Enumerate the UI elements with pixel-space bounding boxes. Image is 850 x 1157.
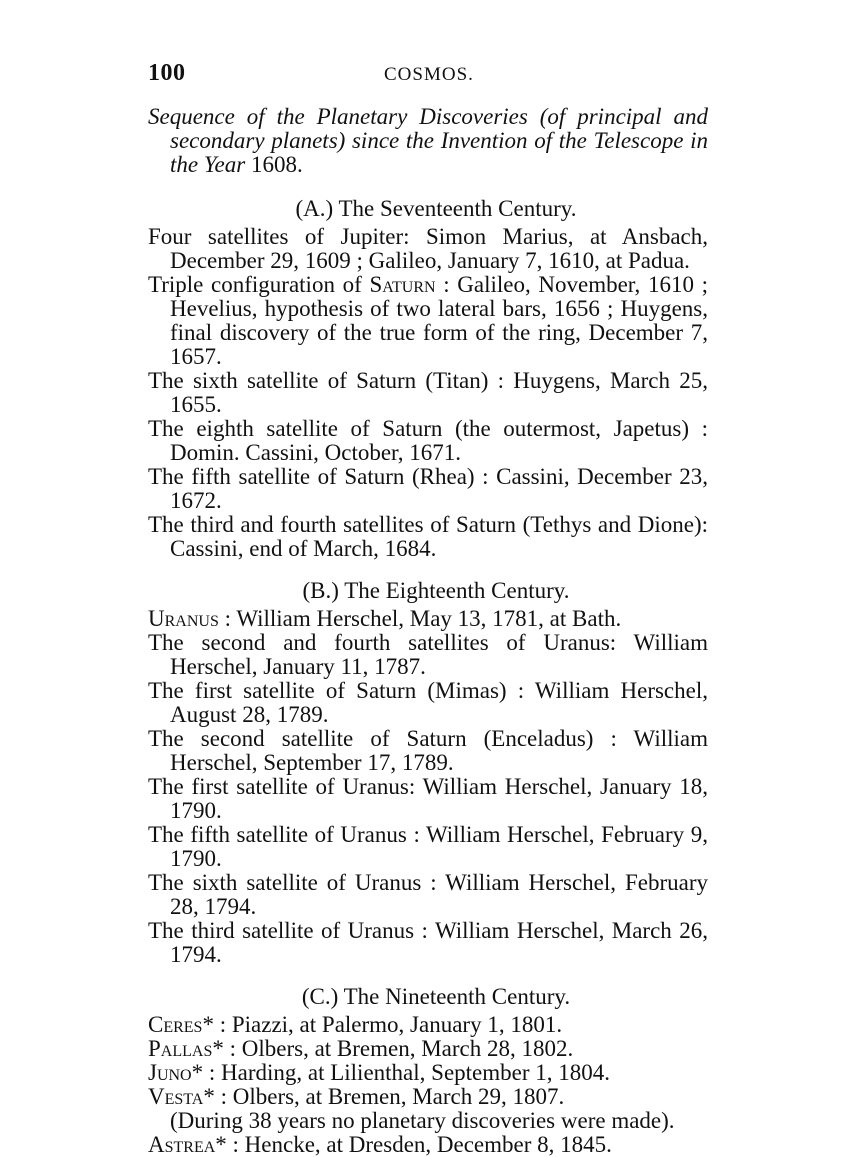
list-item: The third and fourth satellites of Saturn (Tethys and Dione): Cassini, end of March, 1684. bbox=[148, 512, 708, 561]
section-seventeenth-century bbox=[148, 197, 708, 561]
list-item: The second satellite of Saturn (Enceladus) : William Herschel, September 17, 1789. bbox=[148, 726, 708, 775]
list-item-uranus bbox=[148, 607, 708, 631]
list-item: The second and fourth satellites of Uranus: William Herschel, January 11, 1787. bbox=[148, 630, 708, 679]
list-item-vesta bbox=[148, 1085, 708, 1109]
body-text bbox=[148, 105, 708, 1157]
list-item: The first satellite of Uranus: William Herschel, January 18, 1790. bbox=[148, 774, 708, 823]
heading-text: Sequence of the Planetary Discoveries (of principal and secondary planets) since the Invention of the Telescope in the Year bbox=[148, 104, 708, 177]
page-heading bbox=[148, 105, 708, 177]
list-item-juno bbox=[148, 1061, 708, 1085]
section-nineteenth-century bbox=[148, 985, 708, 1157]
entry-text: : Galileo, November, 1610 ; Hevelius, hypothesis of two lateral bars, 1656 ; Huygens, final discovery of the true form of the ring, December 7, 1657. bbox=[170, 272, 708, 369]
list-item-pallas bbox=[148, 1037, 708, 1061]
heading-year: 1608. bbox=[250, 152, 303, 177]
list-item-astrea bbox=[148, 1133, 708, 1157]
planet-name: Vesta* bbox=[148, 1084, 215, 1109]
note: (During 38 years no planetary discoveries were made). bbox=[170, 1108, 675, 1133]
section-eighteenth-century bbox=[148, 579, 708, 967]
running-title: COSMOS. bbox=[384, 64, 474, 85]
list-item: The sixth satellite of Saturn (Titan) : Huygens, March 25, 1655. bbox=[148, 368, 708, 417]
entry-prefix: Triple configuration of bbox=[148, 272, 370, 297]
section-title: (C.) The Nineteenth Century. bbox=[301, 984, 571, 1009]
entry-text: : Piazzi, at Palermo, January 1, 1801. bbox=[213, 1012, 563, 1037]
entry-text: : Olbers, at Bremen, March 29, 1807. bbox=[214, 1084, 565, 1109]
planet-name: Astrea* bbox=[148, 1132, 227, 1157]
list-item: The third satellite of Uranus : William Herschel, March 26, 1794. bbox=[148, 918, 708, 967]
planet-name: Juno* bbox=[148, 1060, 204, 1085]
list-item: The eighth satellite of Saturn (the outermost, Japetus) : Domin. Cassini, October, 1671. bbox=[148, 416, 708, 465]
planet-name: Ceres* bbox=[148, 1012, 214, 1037]
list-item-saturn bbox=[148, 273, 708, 369]
section-title: (B.) The Eighteenth Century. bbox=[302, 578, 570, 603]
entry-text: : William Herschel, May 13, 1781, at Bath. bbox=[218, 606, 622, 631]
list-item: Four satellites of Jupiter: Simon Marius, at Ansbach, December 29, 1609 ; Galileo, January 7, 1610, at Padua. bbox=[148, 224, 708, 273]
section-title: (A.) The Seventeenth Century. bbox=[295, 196, 577, 221]
entry-text: : Olbers, at Bremen, March 28, 1802. bbox=[223, 1036, 574, 1061]
entry-text: : Harding, at Lilienthal, September 1, 1804. bbox=[203, 1060, 611, 1085]
planet-name: Uranus bbox=[148, 606, 219, 631]
list-item: The sixth satellite of Uranus : William Herschel, February 28, 1794. bbox=[148, 870, 708, 919]
entry-text: : Hencke, at Dresden, December 8, 1845. bbox=[226, 1132, 612, 1157]
planet-name: Pallas* bbox=[148, 1036, 224, 1061]
planet-name: Saturn bbox=[369, 272, 436, 297]
list-item: The first satellite of Saturn (Mimas) : William Herschel, August 28, 1789. bbox=[148, 678, 708, 727]
list-item: The fifth satellite of Uranus : William Herschel, February 9, 1790. bbox=[148, 822, 708, 871]
list-item: The fifth satellite of Saturn (Rhea) : Cassini, December 23, 1672. bbox=[148, 464, 708, 513]
page-number: 100 bbox=[148, 60, 186, 86]
list-item-ceres bbox=[148, 1013, 708, 1037]
running-head bbox=[148, 60, 708, 90]
